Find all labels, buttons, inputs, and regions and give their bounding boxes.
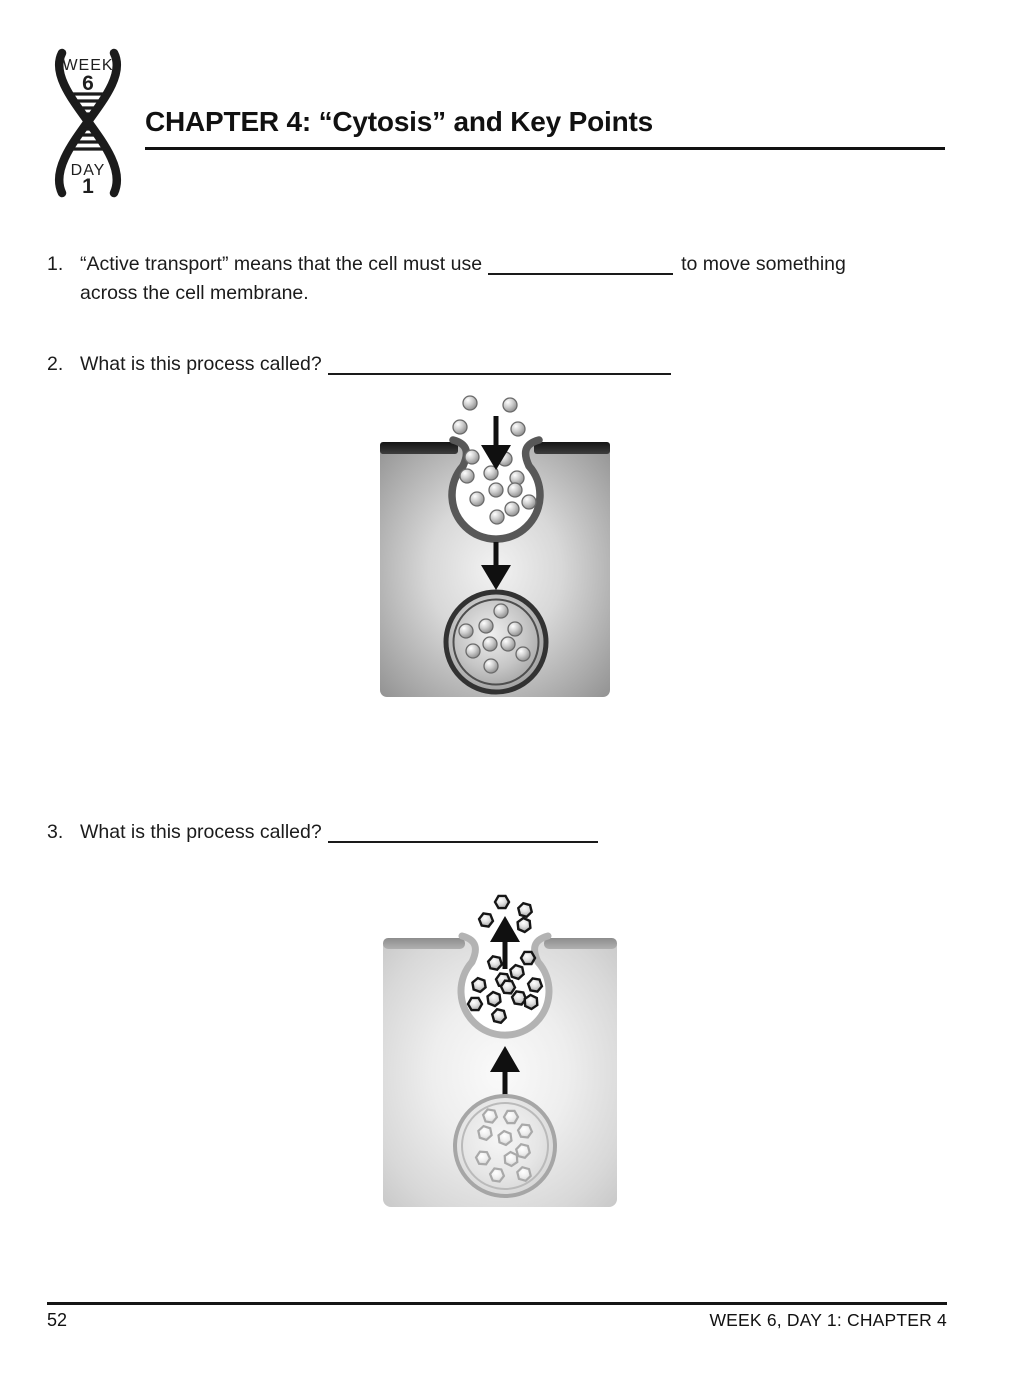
title-divider [145,147,945,150]
cell-membrane [383,938,465,949]
question-text [80,250,937,308]
question-2 [47,350,937,379]
question-2-label: What is this process called? [80,353,322,375]
day-number: 1 [82,175,94,198]
question-number: 1. [47,253,64,275]
running-header: WEEK 6, DAY 1: CHAPTER 4 [709,1310,947,1330]
day-label: DAY [70,162,106,179]
question-text [80,350,937,379]
dna-week-day-icon [40,46,136,198]
question-3 [47,818,937,847]
answer-blank-q3[interactable] [328,822,598,844]
cell-membrane [544,938,617,949]
page-number: 52 [47,1310,68,1330]
particles-outside [453,396,525,436]
page-title: CHAPTER 4: “Cytosis” and Key Points [145,106,653,137]
footer-divider [47,1302,947,1305]
cell-membrane [380,442,458,454]
week-label: WEEK [62,57,114,74]
exocytosis-diagram [378,890,622,1220]
answer-blank-q2[interactable] [328,354,671,376]
question-1-before-blank: “Active transport” means that the cell must use [80,253,483,275]
cell-membrane [534,442,610,454]
question-1-after-blank: to move something [681,253,846,275]
vesicle [455,1096,555,1196]
week-number: 6 [82,72,94,95]
question-1 [47,250,937,308]
answer-blank-q1[interactable] [488,254,673,276]
question-3-label: What is this process called? [80,821,322,843]
question-1-line2: across the cell membrane. [80,282,309,304]
question-text [80,818,937,847]
endocytosis-diagram [375,390,615,710]
question-number: 2. [47,353,64,375]
question-number: 3. [47,821,64,843]
